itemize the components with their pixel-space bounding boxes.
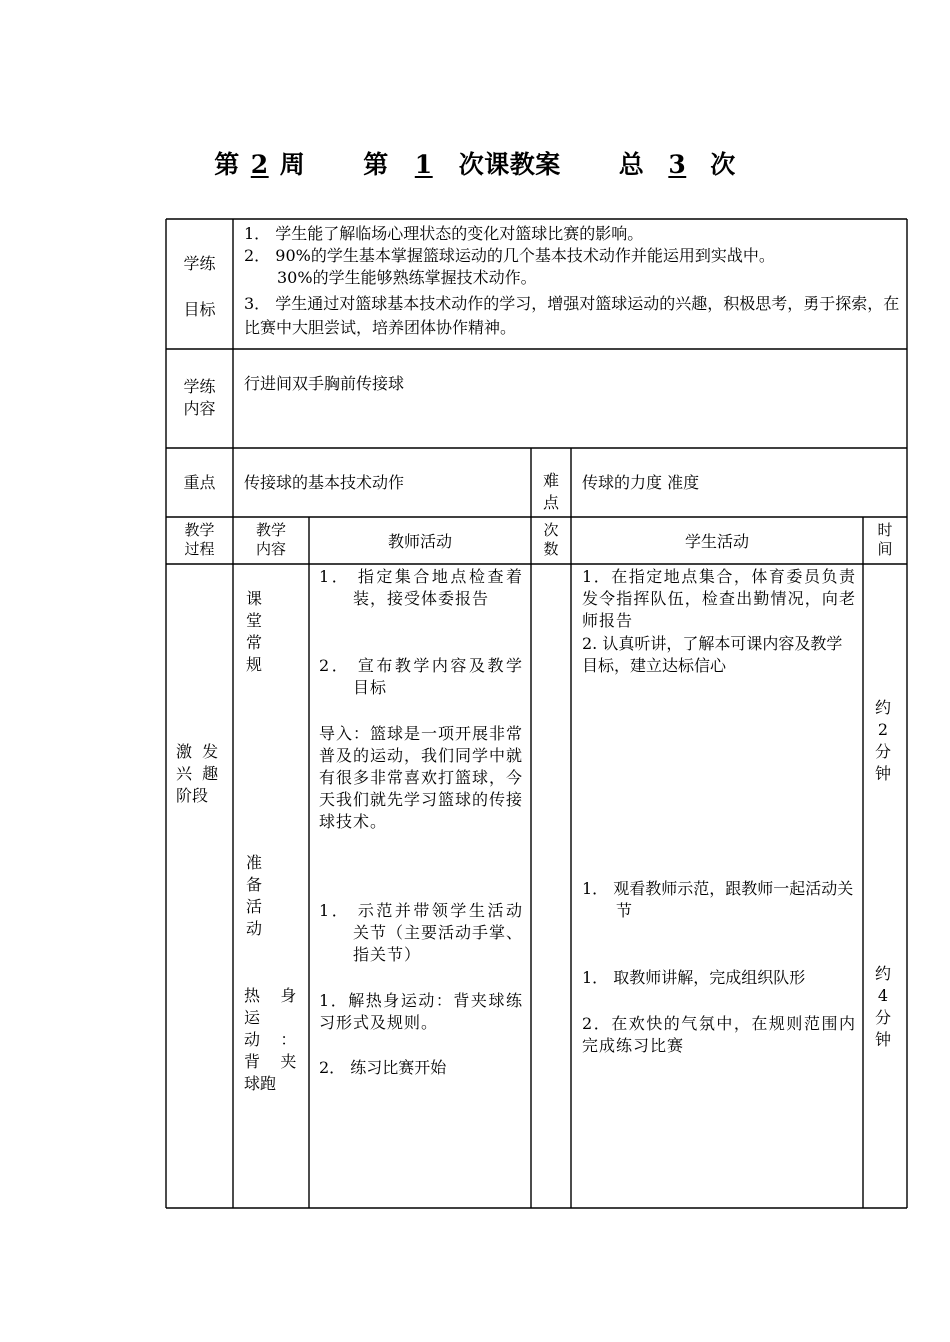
time1-char-4: 钟 bbox=[874, 764, 891, 783]
teacher-intro: 导入：篮球是一项开展非常普及的运动，我们同学中就有很多非常喜欢打篮球，今天我们就先学习篮球的传接球技术。 bbox=[319, 724, 524, 831]
content-label-line1: 学练 bbox=[183, 377, 216, 396]
key-points-label: 重点 bbox=[183, 473, 216, 492]
student-item-1: 1．在指定地点集合，体育委员负责发令指挥队伍，检查出勤情况，向老师报告 bbox=[582, 567, 856, 630]
goal-item-2-cont: 30%的学生能够熟练掌握技术动作。 bbox=[277, 268, 537, 287]
time-2 bbox=[873, 963, 893, 1051]
title-total-number: 3 bbox=[668, 150, 687, 179]
time2-char-1: 约 bbox=[874, 964, 891, 983]
title-week-number: 2 bbox=[250, 150, 269, 179]
prepare-char-1: 准 bbox=[245, 853, 262, 872]
header-time-line2: 间 bbox=[877, 540, 893, 558]
time-1 bbox=[873, 697, 893, 785]
warmup-line5: 球跑 bbox=[244, 1074, 277, 1093]
lesson-plan-title bbox=[0, 145, 950, 181]
warmup-line4: 背 夹 bbox=[244, 1052, 297, 1071]
prepare-char-3: 活 bbox=[245, 897, 262, 916]
header-process bbox=[166, 521, 233, 559]
header-process-line2: 过程 bbox=[184, 540, 215, 558]
title-total-prefix: 总 bbox=[618, 150, 645, 179]
prepare-char-4: 动 bbox=[245, 919, 262, 938]
difficulty-text: 传球的力度 准度 bbox=[582, 473, 700, 492]
difficulty-label-line2: 点 bbox=[542, 493, 559, 512]
header-content-line1: 教学 bbox=[255, 521, 286, 539]
time2-char-3: 分 bbox=[874, 1008, 891, 1027]
title-lesson-number: 1 bbox=[414, 150, 433, 179]
goals-label-line2: 目标 bbox=[183, 300, 216, 319]
header-process-line1: 教学 bbox=[184, 521, 215, 539]
time1-char-1: 约 bbox=[874, 698, 891, 717]
content-routine bbox=[244, 588, 264, 676]
header-content bbox=[233, 521, 309, 559]
goals-content bbox=[244, 223, 904, 340]
goal-item-2: 2． 90%的学生基本掌握篮球运动的几个基本技术动作并能运用到实战中。 bbox=[244, 246, 775, 265]
student-item-5: 2．在欢快的气氛中，在规则范围内完成练习比赛 bbox=[582, 1014, 856, 1055]
time2-char-4: 钟 bbox=[874, 1030, 891, 1049]
student-item-4: 1． 取教师讲解，完成组织队形 bbox=[582, 968, 806, 987]
content-warmup bbox=[244, 985, 302, 1095]
title-total-suffix: 次 bbox=[710, 150, 736, 179]
warmup-line1: 热 身 bbox=[244, 986, 297, 1005]
header-student: 学生活动 bbox=[684, 532, 749, 551]
content-text: 行进间双手胸前传接球 bbox=[244, 374, 405, 393]
header-time bbox=[863, 521, 907, 559]
header-count-line1: 次 bbox=[543, 521, 559, 539]
routine-char-2: 堂 bbox=[245, 611, 262, 630]
header-time-line1: 时 bbox=[877, 521, 893, 539]
stage-name bbox=[176, 741, 232, 807]
header-count bbox=[531, 521, 571, 559]
stage-name-line1: 激 发 bbox=[176, 742, 219, 761]
routine-char-3: 常 bbox=[245, 633, 262, 652]
warmup-line2: 运 bbox=[244, 1008, 261, 1027]
prepare-char-2: 备 bbox=[245, 875, 262, 894]
warmup-line3: 动 ： bbox=[244, 1030, 297, 1049]
header-teacher: 教师活动 bbox=[387, 532, 452, 551]
content-label bbox=[166, 376, 233, 420]
key-points-text: 传接球的基本技术动作 bbox=[244, 473, 405, 492]
teacher-item-2 bbox=[319, 655, 523, 699]
title-lesson-suffix: 次课教案 bbox=[458, 150, 561, 179]
teacher-item-5: 2． 练习比赛开始 bbox=[319, 1058, 447, 1077]
stage-name-line3: 阶段 bbox=[176, 786, 209, 805]
title-week-suffix: 周 bbox=[279, 150, 306, 179]
teacher-item-1-text: 1． 指定集合地点检查着装，接受体委报告 bbox=[319, 567, 523, 608]
header-content-line2: 内容 bbox=[255, 540, 286, 558]
goal-item-3: 3． 学生通过对篮球基本技术动作的学习，增强对篮球运动的兴趣，积极思考，勇于探索，在比赛中大胆尝试，培养团体协作精神。 bbox=[244, 294, 900, 337]
content-prepare bbox=[244, 852, 264, 940]
content-label-line2: 内容 bbox=[183, 399, 216, 418]
teacher-item-2-text: 2． 宣布教学内容及教学目标 bbox=[319, 656, 523, 697]
time1-char-2: 2 bbox=[877, 720, 889, 739]
time1-char-3: 分 bbox=[874, 742, 891, 761]
student-item-3 bbox=[582, 878, 856, 922]
title-lesson-prefix: 第 bbox=[363, 150, 389, 179]
teacher-item-3 bbox=[319, 900, 523, 966]
student-item-2: 2. 认真听讲，了解本可课内容及教学目标，建立达标信心 bbox=[582, 634, 843, 675]
difficulty-label-line1: 难 bbox=[542, 471, 559, 490]
goal-item-1: 1． 学生能了解临场心理状态的变化对篮球比赛的影响。 bbox=[244, 224, 644, 243]
teacher-item-3-text: 1． 示范并带领学生活动关节（主要活动手掌、指关节） bbox=[319, 901, 524, 964]
title-week-prefix: 第 bbox=[214, 150, 240, 179]
header-count-line2: 数 bbox=[543, 540, 559, 558]
stage-name-line2: 兴 趣 bbox=[176, 764, 219, 783]
teacher-item-1 bbox=[319, 566, 523, 610]
goals-label-line1: 学练 bbox=[183, 254, 216, 273]
difficulty-label bbox=[531, 470, 571, 514]
teacher-item-4: 1．解热身运动：背夹球练习形式及规则。 bbox=[319, 991, 523, 1032]
goals-label bbox=[166, 251, 233, 323]
routine-char-4: 规 bbox=[245, 655, 262, 674]
time2-char-2: 4 bbox=[877, 986, 889, 1005]
student-item-3-text: 1． 观看教师示范，跟教师一起活动关节 bbox=[582, 879, 854, 920]
routine-char-1: 课 bbox=[245, 589, 262, 608]
